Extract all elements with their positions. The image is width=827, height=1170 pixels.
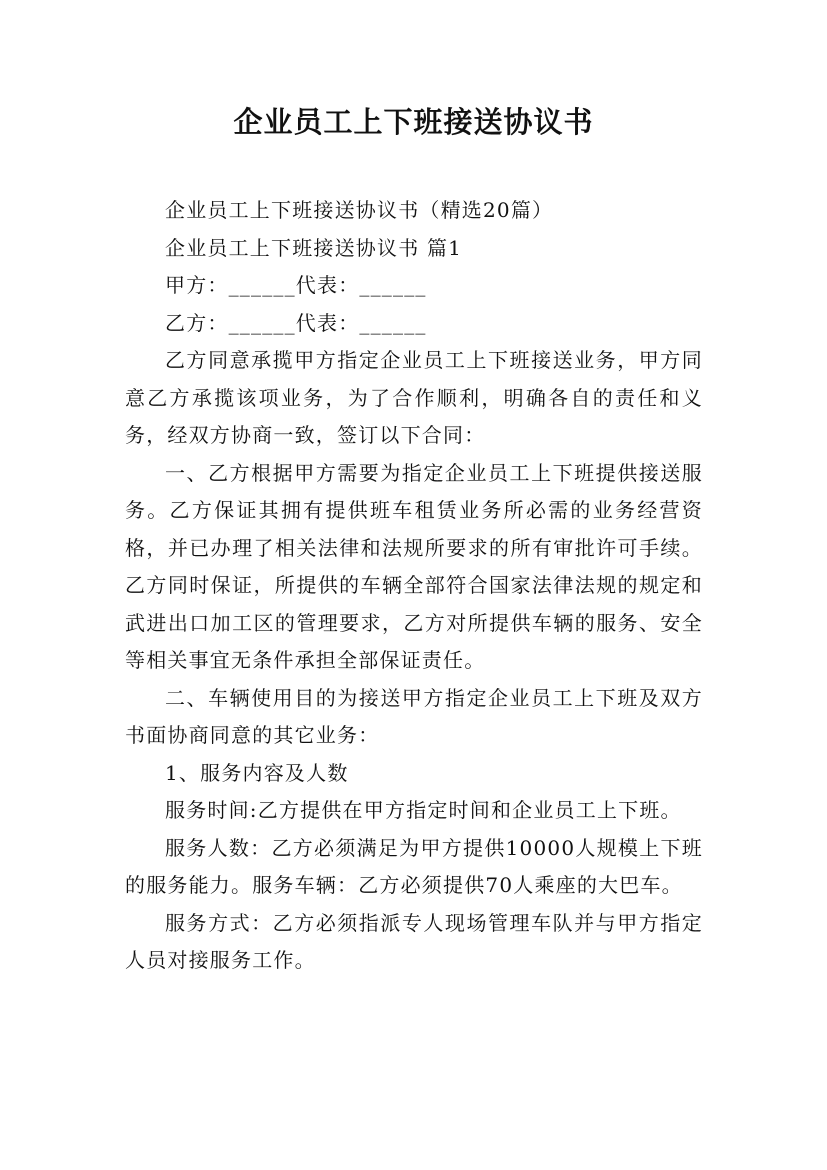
paragraph-service-time: 服务时间:乙方提供在甲方指定时间和企业员工上下班。 xyxy=(165,798,682,822)
paragraph-clause-1: 一、乙方根据甲方需要为指定企业员工上下班提供接送服务。乙方保证其拥有提供班车租赁业务所必需的业务经营资格，并已办理了相关法律和法规所要求的所有审批许可手续。乙方同时保证，所提供的车辆全部符合国家法律法规的规定和武进出口加工区的管理要求，乙方对所提供车辆的服务、安全等相关事宜无条件承担全部保证责任。 xyxy=(125,460,703,672)
paragraph-article-heading: 企业员工上下班接送协议书 篇1 xyxy=(165,235,463,260)
paragraph-service-method: 服务方式：乙方必须指派专人现场管理车队并与甲方指定人员对接服务工作。 xyxy=(125,910,703,972)
paragraph-service-count: 服务人数：乙方必须满足为甲方提供10000人规模上下班的服务能力。服务车辆：乙方必须提供70人乘座的大巴车。 xyxy=(125,835,703,897)
paragraph-preamble: 乙方同意承揽甲方指定企业员工上下班接送业务，甲方同意乙方承揽该项业务，为了合作顺利，明确各自的责任和义务，经双方协商一致，签订以下合同： xyxy=(125,348,703,447)
paragraph-service-heading: 1、服务内容及人数 xyxy=(165,760,349,785)
document-body xyxy=(125,192,703,980)
paragraph-clause-2: 二、车辆使用目的为接送甲方指定企业员工上下班及双方书面协商同意的其它业务： xyxy=(125,685,703,747)
paragraph-party-a: 甲方：______代表：______ xyxy=(165,273,427,297)
paragraph-collection-heading: 企业员工上下班接送协议书（精选20篇） xyxy=(165,198,554,222)
paragraph-party-b: 乙方：______代表：______ xyxy=(165,310,427,335)
document-title: 企业员工上下班接送协议书 xyxy=(233,105,594,139)
